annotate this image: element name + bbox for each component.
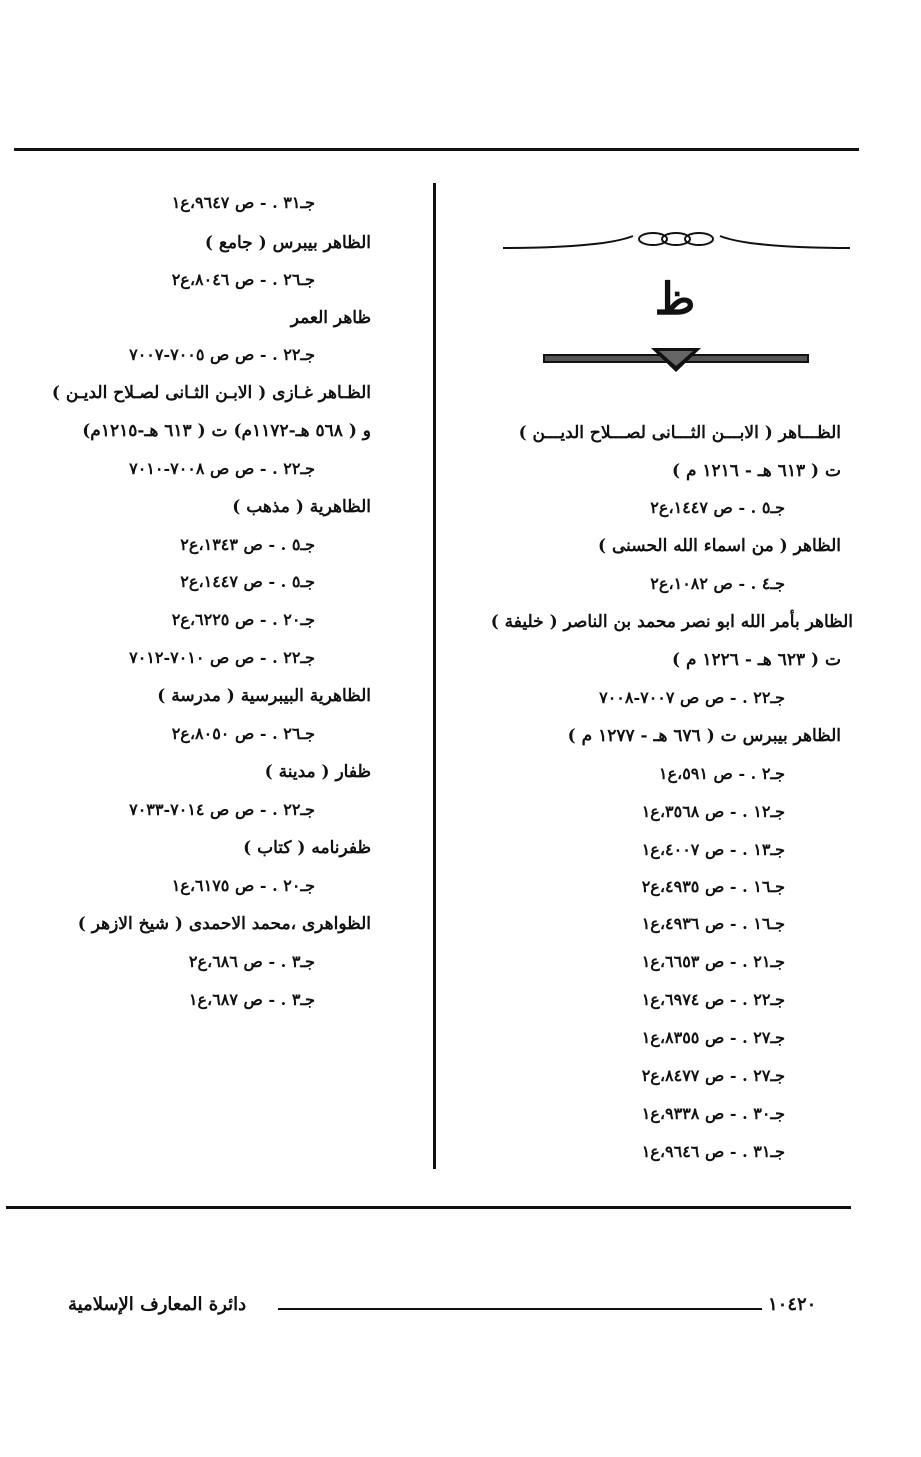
right-ref-12: جـ٢٧ . - ص ٨٤٧٧،ع٢: [641, 1066, 785, 1085]
left-head-4: و ( ٥٦٨ هـ-١١٧٢م) ت ( ٦١٣ هـ-١٢١٥م): [82, 421, 371, 441]
page-number: ١٠٤٢٠: [768, 1294, 817, 1315]
left-head-1: الظاهر بيبرس ( جامع ): [204, 233, 371, 253]
left-ref-3: جـ٢٢ . - ص ص ٧٠٠٥-٧٠٠٧: [129, 345, 315, 364]
right-ref-10: جـ٢٢ . - ص ٦٩٧٤،ع١: [641, 990, 785, 1009]
left-ref-13: جـ٣ . - ص ٦٨٧،ع١: [188, 990, 315, 1009]
right-head-6: الظاهر بيبرس ت ( ٦٧٦ هـ - ١٢٧٧ م ): [567, 726, 841, 746]
left-head-6: الظاهرية البيبرسية ( مدرسة ): [157, 686, 371, 706]
right-ref-14: جـ٣١ . - ص ٩٦٤٦،ع١: [641, 1142, 785, 1161]
bottom-rule: [6, 1206, 851, 1209]
left-ref-1: جـ٣١ . - ص ٩٦٤٧،ع١: [171, 193, 315, 212]
left-ref-10: جـ٢٢ . - ص ص ٧٠١٤-٧٠٣٣: [129, 800, 315, 819]
section-letter: ظ: [654, 274, 696, 325]
left-head-3: الظـاهر غـازى ( الابـن الثـانى لصـلاح الديـن ): [51, 383, 371, 403]
decorative-ornament: [503, 228, 850, 254]
right-head-3: الظاهر ( من اسماء الله الحسنى ): [598, 536, 841, 556]
right-ref-6: جـ١٣ . - ص ٤٠٠٧،ع١: [641, 840, 785, 859]
left-ref-5: جـ٥ . - ص ١٣٤٣،ع٢: [180, 535, 315, 554]
right-head-5: ت ( ٦٢٣ هـ - ١٢٢٦ م ): [672, 650, 841, 670]
right-ref-9: جـ٢١ . - ص ٦٦٥٣،ع١: [641, 952, 785, 971]
left-ref-9: جـ٢٦ . - ص ٨٠٥٠،ع٢: [171, 724, 315, 743]
left-ref-7: جـ٢٠ . - ص ٦٢٢٥،ع٢: [171, 610, 315, 629]
left-head-5: الظاهرية ( مذهب ): [232, 497, 371, 517]
left-ref-12: جـ٣ . - ص ٦٨٦،ع٢: [188, 952, 315, 971]
footer-title: دائرة المعارف الإسلامية: [68, 1294, 247, 1315]
footer-line: [278, 1308, 762, 1310]
left-head-2: ظاهر العمر: [290, 308, 371, 328]
right-ref-2: جـ٤ . - ص ١٠٨٢،ع٢: [650, 574, 785, 593]
column-divider: [433, 183, 436, 1169]
left-head-7: ظفار ( مدينة ): [264, 762, 371, 782]
right-head-2: ت ( ٦١٣ هـ - ١٢١٦ م ): [672, 461, 841, 481]
left-ref-8: جـ٢٢ . - ص ص ٧٠١٠-٧٠١٢: [129, 648, 315, 667]
left-ref-6: جـ٥ . - ص ١٤٤٧،ع٢: [180, 572, 315, 591]
right-head-1: الظـــاهر ( الابـــن الثـــانى لصـــلاح الديـــن ): [518, 423, 841, 443]
right-ref-11: جـ٢٧ . - ص ٨٣٥٥،ع١: [641, 1028, 785, 1047]
right-head-4: الظاهر بأمر الله ابو نصر محمد بن الناصر ( خليفة ): [490, 612, 853, 632]
right-ref-1: جـ٥ . - ص ١٤٤٧،ع٢: [650, 498, 785, 517]
left-ref-2: جـ٢٦ . - ص ٨٠٤٦،ع٢: [171, 270, 315, 289]
right-ref-3: جـ٢٢ . - ص ص ٧٠٠٧-٧٠٠٨: [599, 688, 785, 707]
decorative-bar: [543, 348, 809, 372]
right-ref-13: جـ٣٠ . - ص ٩٣٣٨،ع١: [641, 1104, 785, 1123]
right-ref-7: جـ١٦ . - ص ٤٩٣٥،ع٢: [641, 877, 785, 896]
left-head-8: ظفرنامه ( كتاب ): [243, 838, 371, 858]
right-ref-4: جـ٢ . - ص ٥٩١،ع١: [658, 764, 785, 783]
left-head-9: الظواهرى ،محمد الاحمدى ( شيخ الازهر ): [77, 914, 371, 934]
right-ref-8: جـ١٦ . - ص ٤٩٣٦،ع١: [641, 914, 785, 933]
left-ref-4: جـ٢٢ . - ص ص ٧٠٠٨-٧٠١٠: [129, 459, 315, 478]
top-rule: [14, 148, 859, 151]
right-ref-5: جـ١٢ . - ص ٣٥٦٨،ع١: [641, 802, 785, 821]
left-ref-11: جـ٢٠ . - ص ٦١٧٥،ع١: [171, 876, 315, 895]
